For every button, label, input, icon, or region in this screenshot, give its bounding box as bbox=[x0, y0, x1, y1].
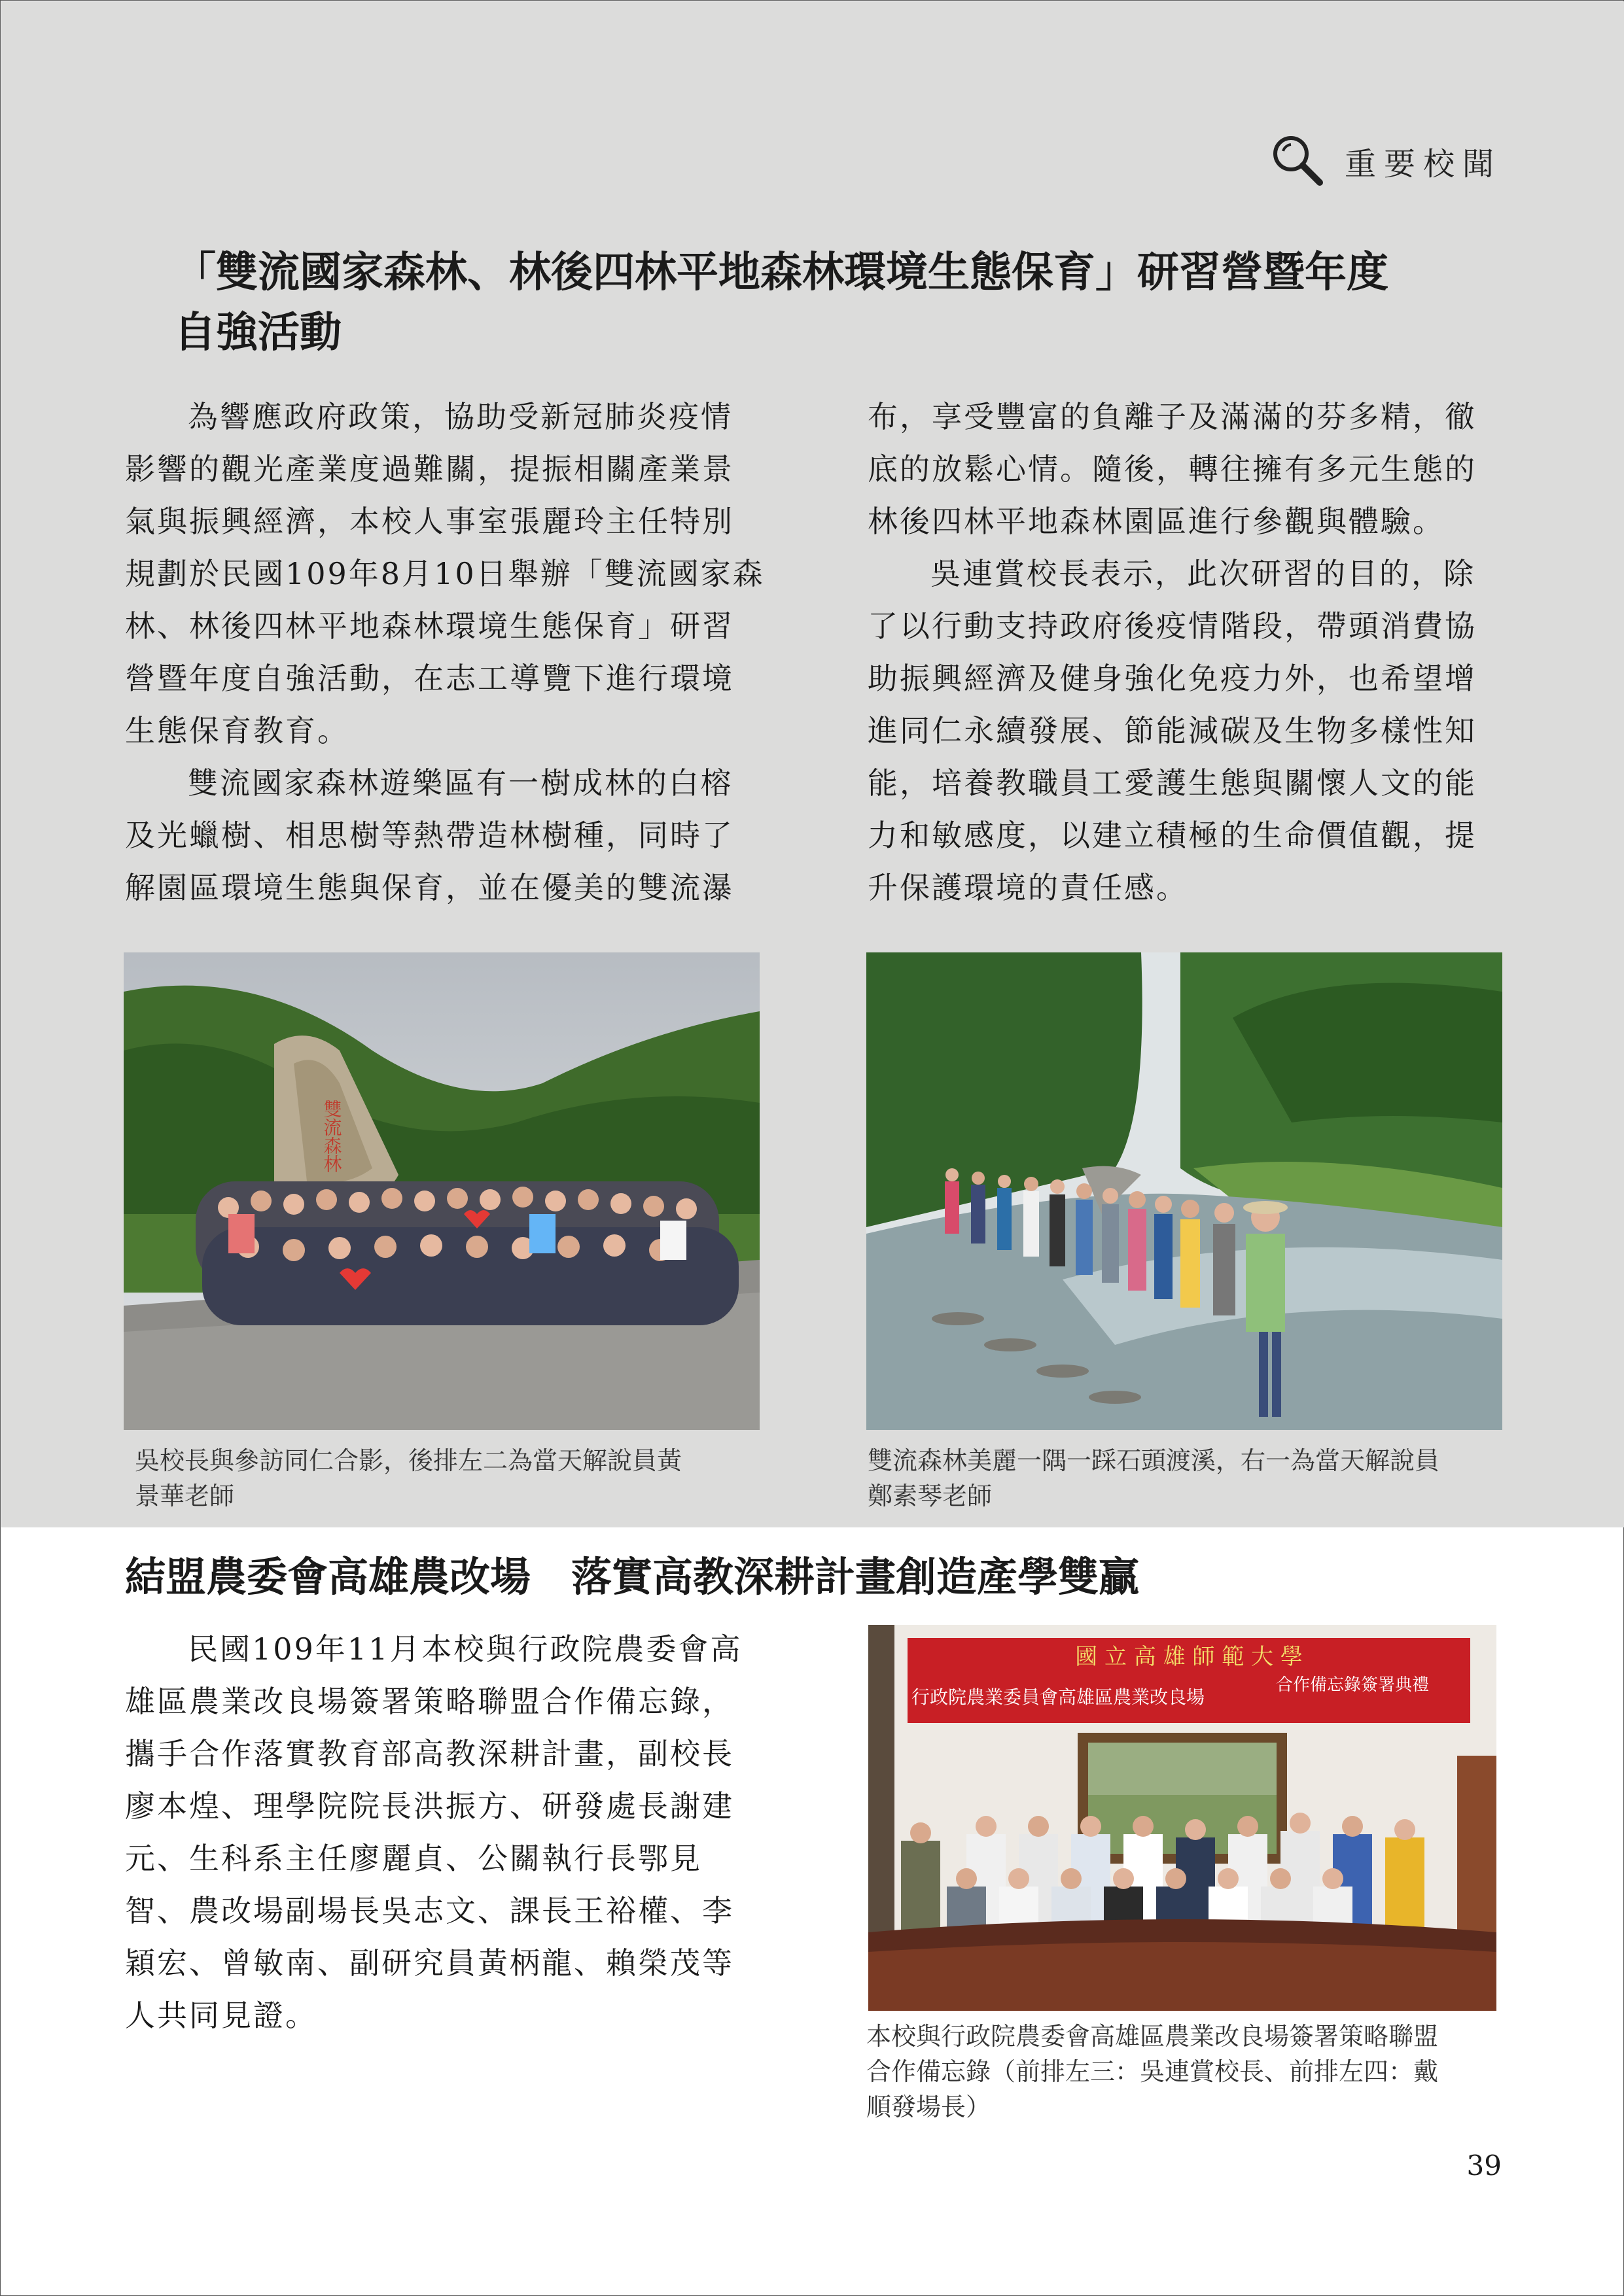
article-title bbox=[174, 243, 1483, 363]
text-line: 及光蠟樹、相思樹等熱帶造林樹種，同時了 bbox=[125, 818, 734, 853]
caption-line: 景華老師 bbox=[135, 1482, 235, 1510]
text-line: 雙流國家森林遊樂區有一樹成林的白榕 bbox=[188, 765, 733, 801]
text-line: 元、生科系主任廖麗貞、公關執行長鄂見 bbox=[125, 1841, 702, 1876]
text-line: 影響的觀光產業度過難關，提振相關產業景 bbox=[125, 451, 734, 487]
svg-text:雙流森林: 雙流森林 bbox=[321, 1100, 343, 1173]
article-title-line: 「雙流國家森林、林後四林平地森林環境生態保育」研習營暨年度 bbox=[174, 248, 1388, 297]
text-line: 能，培養教職員工愛護生態與關懷人文的能 bbox=[868, 765, 1477, 801]
text-line: 智、農改場副場長吳志文、課長王裕權、李 bbox=[125, 1893, 734, 1928]
text-line: 廖本煌、理學院院長洪振方、研發處長謝建 bbox=[125, 1788, 734, 1824]
photo-caption bbox=[135, 1443, 776, 1514]
text-line: 氣與振興經濟，本校人事室張麗玲主任特別 bbox=[125, 504, 734, 539]
text-line: 雄區農業改良場簽署策略聯盟合作備忘錄， bbox=[125, 1684, 734, 1719]
caption-line: 吳校長與參訪同仁合影，後排左二為當天解說員黃 bbox=[135, 1446, 682, 1475]
text-line: 助振興經濟及健身強化免疫力外，也希望增 bbox=[868, 661, 1477, 696]
photo-caption bbox=[866, 2019, 1521, 2125]
text-line: 林後四林平地森林園區進行參觀與體驗。 bbox=[868, 504, 1445, 539]
rock-inscription bbox=[321, 1100, 343, 1173]
caption-line: 鄭素琴老師 bbox=[868, 1482, 993, 1510]
text-line: 為響應政府政策，協助受新冠肺炎疫情 bbox=[188, 399, 733, 434]
text-line: 升保護環境的責任感。 bbox=[868, 870, 1188, 905]
section-header bbox=[1269, 131, 1502, 190]
text-line: 攜手合作落實教育部高教深耕計畫，副校長 bbox=[125, 1736, 734, 1771]
article-right-column bbox=[868, 391, 1522, 914]
text-line: 吳連賞校長表示，此次研習的目的，除 bbox=[930, 556, 1475, 591]
text-line: 營暨年度自強活動，在志工導覽下進行環境 bbox=[125, 661, 734, 696]
section-label: 重要校聞 bbox=[1344, 145, 1502, 183]
caption-line: 雙流森林美麗一隅一踩石頭渡溪，右一為當天解說員 bbox=[868, 1446, 1440, 1475]
text-line: 穎宏、曾敏南、副研究員黃柄龍、賴榮茂等 bbox=[125, 1945, 734, 1981]
caption-line: 本校與行政院農委會高雄區農業改良場簽署策略聯盟 bbox=[866, 2022, 1439, 2051]
caption-line: 順發場長） bbox=[866, 2093, 991, 2121]
text-line: 民國109年11月本校與行政院農委會高 bbox=[188, 1631, 743, 1667]
article-title: 結盟農委會高雄農改場 落實高教深耕計畫創造產學雙贏 bbox=[125, 1553, 1140, 1601]
article-title-line: 自強活動 bbox=[174, 308, 342, 357]
text-line: 生態保育教育。 bbox=[125, 713, 349, 748]
text-line: 進同仁永續發展、節能減碳及生物多樣性知 bbox=[868, 713, 1477, 748]
article-left-column bbox=[125, 391, 779, 914]
text-line: 力和敏感度，以建立積極的生命價值觀，提 bbox=[868, 818, 1477, 853]
page-number: 39 bbox=[1466, 2149, 1502, 2182]
magnifier-icon bbox=[1269, 131, 1325, 190]
caption-line: 合作備忘錄（前排左三：吳連賞校長、前排左四：戴 bbox=[866, 2057, 1439, 2086]
photo-caption bbox=[868, 1443, 1522, 1514]
text-line: 規劃於民國109年8月10日舉辦「雙流國家森 bbox=[125, 556, 765, 591]
article-left-column bbox=[125, 1623, 779, 2042]
text-line: 林、林後四林平地森林環境生態保育」研習 bbox=[125, 608, 734, 644]
signing-ceremony-photo bbox=[868, 1625, 1496, 2011]
banner-caption: 合作備忘錄簽署典禮 bbox=[1275, 1675, 1430, 1695]
text-line: 布，享受豐富的負離子及滿滿的芬多精，徹 bbox=[868, 399, 1477, 434]
text-line: 人共同見證。 bbox=[125, 1998, 317, 2033]
banner-title: 國 立 高 雄 師 範 大 學 bbox=[1075, 1644, 1303, 1670]
text-line: 底的放鬆心情。隨後，轉往擁有多元生態的 bbox=[868, 451, 1477, 487]
banner-subtitle: 行政院農業委員會高雄區農業改良場 bbox=[911, 1686, 1205, 1708]
stream-crossing-photo bbox=[866, 952, 1502, 1430]
group-photo-at-rock bbox=[124, 952, 760, 1430]
text-line: 了以行動支持政府後疫情階段，帶頭消費協 bbox=[868, 608, 1477, 644]
text-line: 解園區環境生態與保育，並在優美的雙流瀑 bbox=[125, 870, 734, 905]
